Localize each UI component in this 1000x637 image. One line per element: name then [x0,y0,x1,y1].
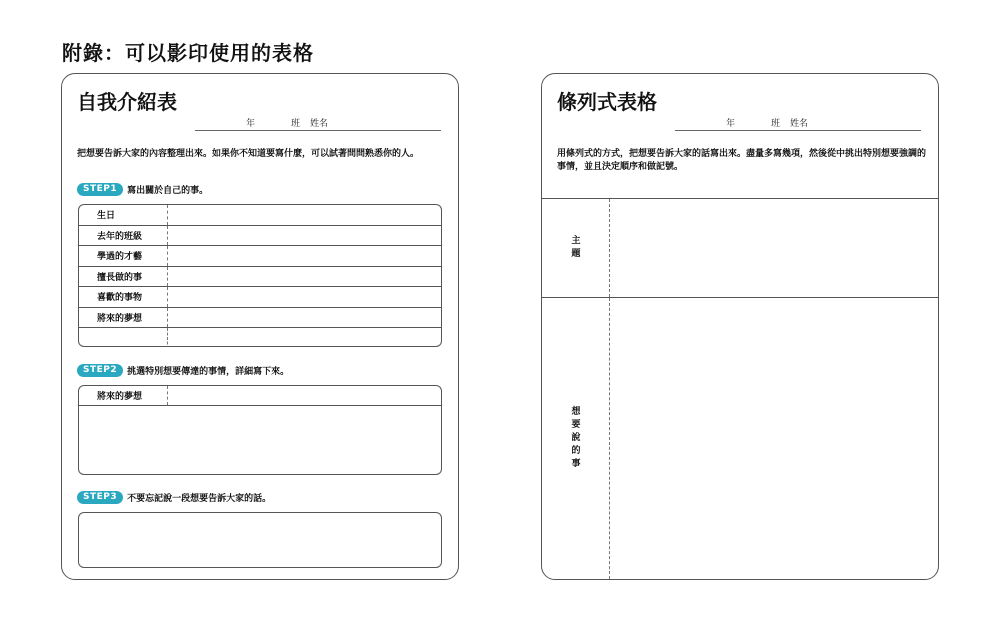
table-row[interactable] [79,308,441,329]
table-row[interactable] [79,287,441,308]
name-label: 姓名 [310,119,329,129]
dashed-divider [167,308,168,328]
step3-text: 不要忘記說一段想要告訴大家的話。 [127,494,272,504]
dashed-divider [167,205,168,225]
dashed-divider [167,328,168,347]
row-label: 去年的班級 [97,231,143,242]
self-intro-form [61,73,459,580]
table-header-row[interactable] [79,386,441,406]
name-label: 姓名 [790,119,809,129]
table-row[interactable] [79,328,441,347]
step2-table [78,385,442,475]
class-label: 班 [771,119,781,129]
dashed-divider [167,287,168,307]
content-row[interactable] [542,297,938,579]
row-label: 主題 [569,235,580,261]
table-row[interactable] [79,246,441,267]
row-label: 生日 [97,211,116,222]
step1-table [78,204,442,347]
year-label: 年 [246,119,256,129]
year-label: 年 [726,119,736,129]
form-instructions: 用條列式的方式，把想要告訴大家的話寫出來。盡量多寫幾項，然後從中挑出特別想要強調的事情，並且決定順序和做記號。 [557,149,927,172]
row-label: 想要說的事 [569,406,580,471]
step2-heading [77,364,289,377]
topic-row[interactable] [542,198,938,297]
table-row[interactable] [79,267,441,288]
step2-writing-area[interactable] [79,406,441,474]
step1-text: 寫出關於自己的事。 [127,186,209,196]
dashed-divider [167,267,168,287]
form-title: 自我介紹表 [77,90,177,114]
page-title: 附錄：可以影印使用的表格 [62,41,314,65]
row-label: 喜歡的事物 [97,293,143,304]
row-label-cell [542,298,608,579]
dashed-divider [167,226,168,246]
dashed-divider [167,386,168,405]
step2-text: 挑選特別想要傳達的事情，詳細寫下來。 [127,367,290,377]
row-label: 學過的才藝 [97,252,143,263]
class-label: 班 [291,119,301,129]
table-row[interactable] [79,226,441,247]
step1-badge: STEP1 [77,183,123,196]
form-title: 條列式表格 [557,90,657,114]
name-line[interactable] [675,114,921,131]
dashed-divider [609,298,610,579]
step1-heading [77,183,208,196]
form-instructions: 把想要告訴大家的內容整理出來。如果你不知道要寫什麼，可以試著問問熟悉你的人。 [77,149,420,159]
row-label: 將來的夢想 [97,392,143,402]
name-line[interactable] [195,114,441,131]
step3-badge: STEP3 [77,491,123,504]
list-form [541,73,939,580]
row-label: 擅長做的事 [97,272,143,283]
row-label: 將來的夢想 [97,313,143,324]
list-table [542,198,938,580]
row-label-cell [542,199,608,297]
dashed-divider [609,199,610,297]
step3-writing-area[interactable] [78,512,442,568]
step3-heading [77,491,271,504]
dashed-divider [167,246,168,266]
table-row[interactable] [79,205,441,226]
step2-badge: STEP2 [77,364,123,377]
